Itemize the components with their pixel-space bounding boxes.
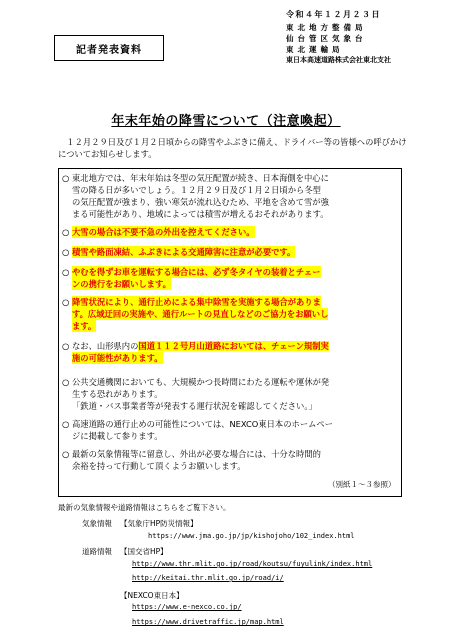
item-text: の気圧配置が強まり、強い寒気が流れ込むため、平地を含めて雪が強 bbox=[72, 197, 329, 207]
notice-item bbox=[62, 296, 396, 332]
item-text: 余裕を持って行動して頂くようお願いします。 bbox=[72, 461, 246, 471]
highlight-text: やむを得ずお車を運転する場合には、必ず冬タイヤの装着とチェー bbox=[72, 267, 321, 277]
bullet: ○ bbox=[62, 173, 70, 183]
highlight-text: 積雪や路面凍結、ふぶきによる交通障害に注意が必要です。 bbox=[72, 247, 296, 257]
bullet: ○ bbox=[62, 419, 70, 429]
road-mobile-url[interactable]: http://keitai.thr.mlit.go.jp/road/i/ bbox=[132, 574, 284, 582]
bullet: ○ bbox=[62, 247, 70, 257]
bullet: ○ bbox=[62, 377, 70, 387]
press-release-badge: 記者発表資料 bbox=[54, 35, 164, 61]
notice-item bbox=[62, 246, 396, 258]
notice-item bbox=[62, 448, 396, 472]
highlight-text: 国道１１２号月山道路においては、チェーン規制実 bbox=[138, 341, 329, 351]
highlight-text: 降雪状況により、通行止めによる集中除雪を実施する場合がありま bbox=[72, 297, 321, 307]
bullet: ○ bbox=[62, 449, 70, 459]
item-text: まる可能性があり、地域によっては積雪が増えるおそれがあります。 bbox=[72, 209, 329, 219]
org-name: 東日本高速道路株式会社東北支社 bbox=[286, 56, 391, 64]
item-text: 雪の降る日が多いでしょう。１２月２９日及び１月２日頃から冬型 bbox=[72, 185, 321, 195]
bullet: ○ bbox=[62, 267, 70, 277]
road-info-label: 道路情報 bbox=[82, 547, 112, 556]
road-source: 【国交省HP】 bbox=[120, 547, 168, 556]
appendix-reference: （別紙１～３参照） bbox=[328, 480, 396, 489]
document-title: 年末年始の降雪について（注意喚起） bbox=[111, 114, 341, 129]
weather-source: 【気象庁HP防災情報】 bbox=[120, 519, 198, 528]
item-text: 生する恐れがあります。 bbox=[72, 389, 163, 399]
weather-url[interactable]: https://www.jma.go.jp/jp/kishojoho/102_index.html bbox=[148, 532, 355, 540]
release-date: 令和４年１２月２３日 bbox=[286, 10, 381, 19]
info-note: 最新の気象情報や道路情報はこちらをご覧下さい。 bbox=[58, 503, 231, 512]
notice-item bbox=[62, 418, 396, 442]
highlight-text: ます。 bbox=[72, 321, 97, 331]
highlight-text: ンの携行をお願いします。 bbox=[72, 279, 171, 289]
bullet: ○ bbox=[62, 341, 70, 351]
highlight-text: 施の可能性があります。 bbox=[72, 353, 163, 363]
item-text: 「鉄道・バス事業者等が発表する運行状況を確認してください。」 bbox=[72, 401, 317, 411]
org-name: 東北地方整備局 bbox=[286, 23, 367, 32]
nexco-source: 【NEXCO東日本】 bbox=[120, 591, 184, 600]
item-text: 高速道路の通行止めの可能性については、NEXCO東日本のホームペー bbox=[72, 419, 334, 429]
highlight-text: 大雪の場合は不要不急の外出を控えてください。 bbox=[72, 227, 255, 237]
traffic-map-url[interactable]: https://www.drivetraffic.jp/map.html bbox=[132, 618, 284, 626]
notice-item bbox=[62, 226, 396, 238]
item-text: 東北地方では、年末年始は冬型の気圧配置が続き、日本海側を中心に bbox=[72, 173, 329, 183]
item-text: 公共交通機関においても、大規模かつ長時間にわたる運転や運休が発 bbox=[72, 377, 330, 387]
nexco-url[interactable]: https://www.e-nexco.co.jp/ bbox=[132, 603, 242, 611]
notice-item bbox=[62, 376, 396, 412]
notice-item bbox=[62, 340, 396, 364]
bullet: ○ bbox=[62, 227, 70, 237]
item-text: 最新の気象情報等に留意し、外出が必要な場合には、十分な時間的 bbox=[72, 449, 321, 459]
weather-info-label: 気象情報 bbox=[82, 519, 112, 528]
org-name: 仙台管区気象台 bbox=[286, 34, 367, 43]
road-url[interactable]: http://www.thr.mlit.go.jp/road/koutsu/fuyulink/index.html bbox=[132, 560, 373, 568]
notice-item bbox=[62, 172, 396, 220]
bullet: ○ bbox=[62, 297, 70, 307]
highlight-text: す。広域迂回の実施や、通行ルートの見直しなどのご協力をお願いし bbox=[72, 309, 329, 319]
item-text: なお、山形県内の bbox=[72, 341, 139, 351]
org-name: 東北運輸局 bbox=[286, 45, 344, 54]
intro-text: １２月２９日及び１月２日頃からの降雪やふぶきに備え、ドライバー等の皆様への呼びかけについてお知らせします。 bbox=[58, 137, 407, 159]
item-text: ジに掲載して参ります。 bbox=[72, 431, 163, 441]
notice-item bbox=[62, 266, 396, 290]
